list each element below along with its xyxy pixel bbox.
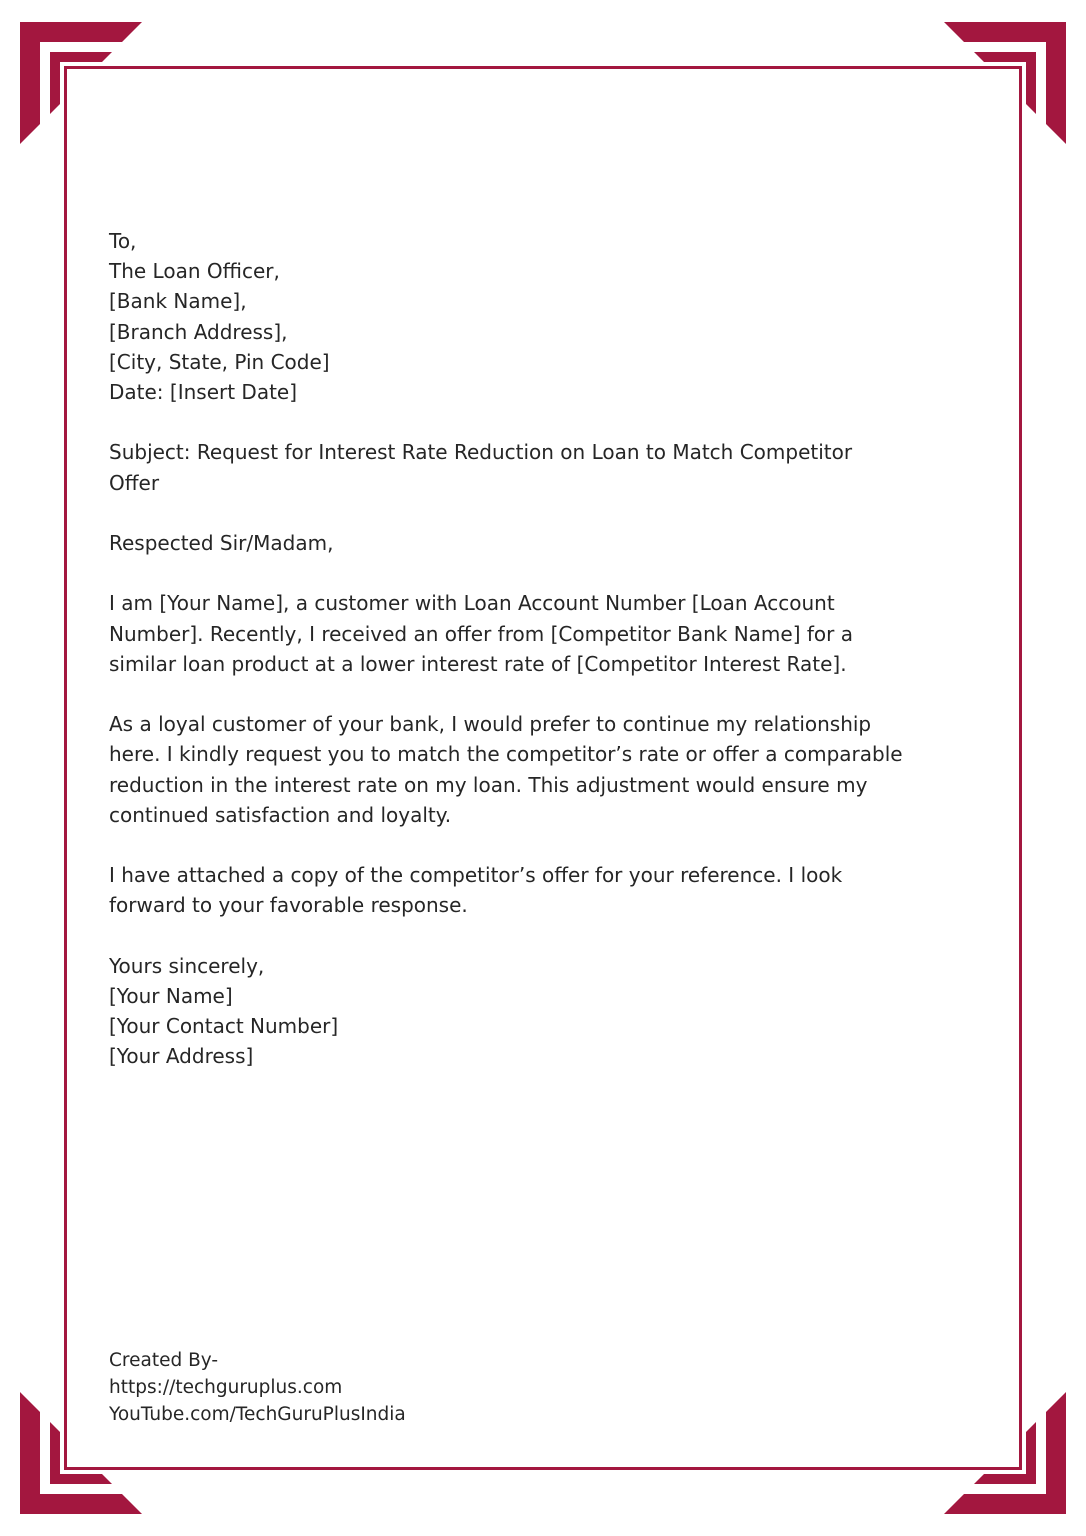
letter-body [109, 226, 989, 1072]
paragraph-line: forward to your favorable response. [109, 893, 468, 918]
date-line: Date: [Insert Date] [109, 380, 298, 405]
address-line: [City, State, Pin Code] [109, 349, 330, 374]
corner-ornament-top-right [944, 22, 1066, 144]
paragraph-line: I am [Your Name], a customer with Loan Account Number [Loan Account [109, 591, 835, 616]
subject-block [109, 437, 989, 497]
paragraph-line: I have attached a copy of the competitor’s offer for your reference. I look [109, 863, 843, 888]
created-by-label: Created By- [109, 1350, 219, 1371]
paragraph-line: As a loyal customer of your bank, I would prefer to continue my relationship [109, 712, 872, 737]
footer-credits [109, 1347, 406, 1428]
corner-ornament-top-left [20, 22, 142, 144]
paragraph-line: reduction in the interest rate on my loan. This adjustment would ensure my [109, 772, 868, 797]
address-line: [Branch Address], [109, 319, 288, 344]
recipient-address-block [109, 226, 989, 407]
address-line: The Loan Officer, [109, 259, 280, 284]
youtube-link[interactable]: YouTube.com/TechGuruPlusIndia [109, 1404, 406, 1425]
address-line: To, [109, 229, 137, 253]
website-link[interactable]: https://techguruplus.com [109, 1377, 343, 1398]
paragraph-1 [109, 588, 989, 679]
corner-ornament-bottom-right [944, 1392, 1066, 1514]
paragraph-3 [109, 860, 989, 920]
salutation: Respected Sir/Madam, [109, 531, 334, 555]
paragraph-2 [109, 709, 989, 830]
address-line: [Bank Name], [109, 289, 247, 314]
paragraph-line: Number]. Recently, I received an offer from [Competitor Bank Name] for a [109, 621, 853, 646]
chevron-corner-icon [944, 22, 1066, 144]
subject-line: Subject: Request for Interest Rate Reduction on Loan to Match Competitor [109, 440, 853, 465]
closing-line: Yours sincerely, [109, 953, 265, 978]
signature-address: [Your Address] [109, 1044, 254, 1069]
chevron-corner-icon [20, 22, 142, 144]
signature-name: [Your Name] [109, 983, 233, 1008]
chevron-corner-icon [944, 1392, 1066, 1514]
paragraph-line: here. I kindly request you to match the competitor’s rate or offer a comparable [109, 742, 903, 767]
signature-contact: [Your Contact Number] [109, 1014, 339, 1039]
closing-block [109, 951, 989, 1072]
paragraph-line: continued satisfaction and loyalty. [109, 802, 452, 827]
subject-line: Offer [109, 470, 160, 495]
paragraph-line: similar loan product at a lower interest rate of [Competitor Interest Rate]. [109, 651, 847, 676]
